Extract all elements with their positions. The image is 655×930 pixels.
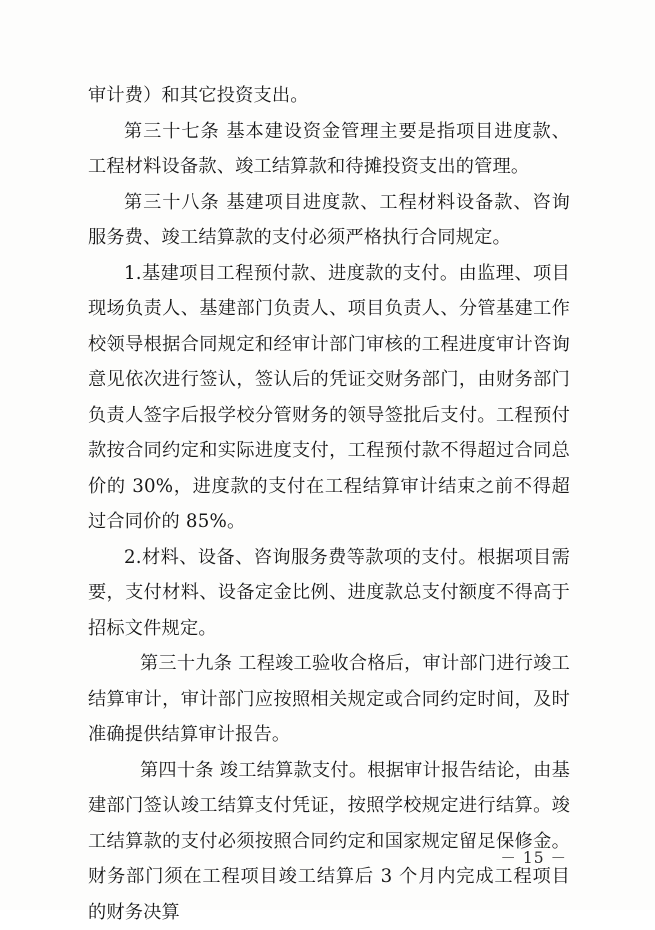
paragraph-article-39: 第三十九条 工程竣工验收合格后，审计部门进行竣工结算审计，审计部门应按照相关规定或合同约定时间，及时准确提供结算审计报告。 [88,646,570,753]
paragraph-article-40: 第四十条 竣工结算款支付。根据审计报告结论，由基建部门签认竣工结算支付凭证，按照学校规定进行结算。竣工结算款的支付必须按照合同约定和国家规定留足保修金。财务部门须在工程项目竣工结算后 3 个月内完成工程项目的财务决算 [88,753,570,930]
paragraph-article-37: 第三十七条 基本建设资金管理主要是指项目进度款、工程材料设备款、竣工结算款和待摊投资支出的管理。 [88,114,570,185]
page-number-footer: － 15 － [0,846,655,868]
paragraph-continuation: 审计费）和其它投资支出。 [88,78,570,114]
paragraph-article-38: 第三十八条 基建项目进度款、工程材料设备款、咨询服务费、竣工结算款的支付必须严格执行合同规定。 [88,185,570,256]
paragraph-item-2: 2.材料、设备、咨询服务费等款项的支付。根据项目需要，支付材料、设备定金比例、进度款总支付额度不得高于招标文件规定。 [88,540,570,647]
paragraph-item-1: 1.基建项目工程预付款、进度款的支付。由监理、项目现场负责人、基建部门负责人、项目负责人、分管基建工作校领导根据合同规定和经审计部门审核的工程进度审计咨询意见依次进行签认，签认后的凭证交财务部门，由财务部门负责人签字后报学校分管财务的领导签批后支付。工程预付款按合同约定和实际进度支付，工程预付款不得超过合同总价的 30%，进度款的支付在工程结算审计结束之前不得超过合同价的 85%。 [88,256,570,540]
page-body-text [88,78,570,930]
